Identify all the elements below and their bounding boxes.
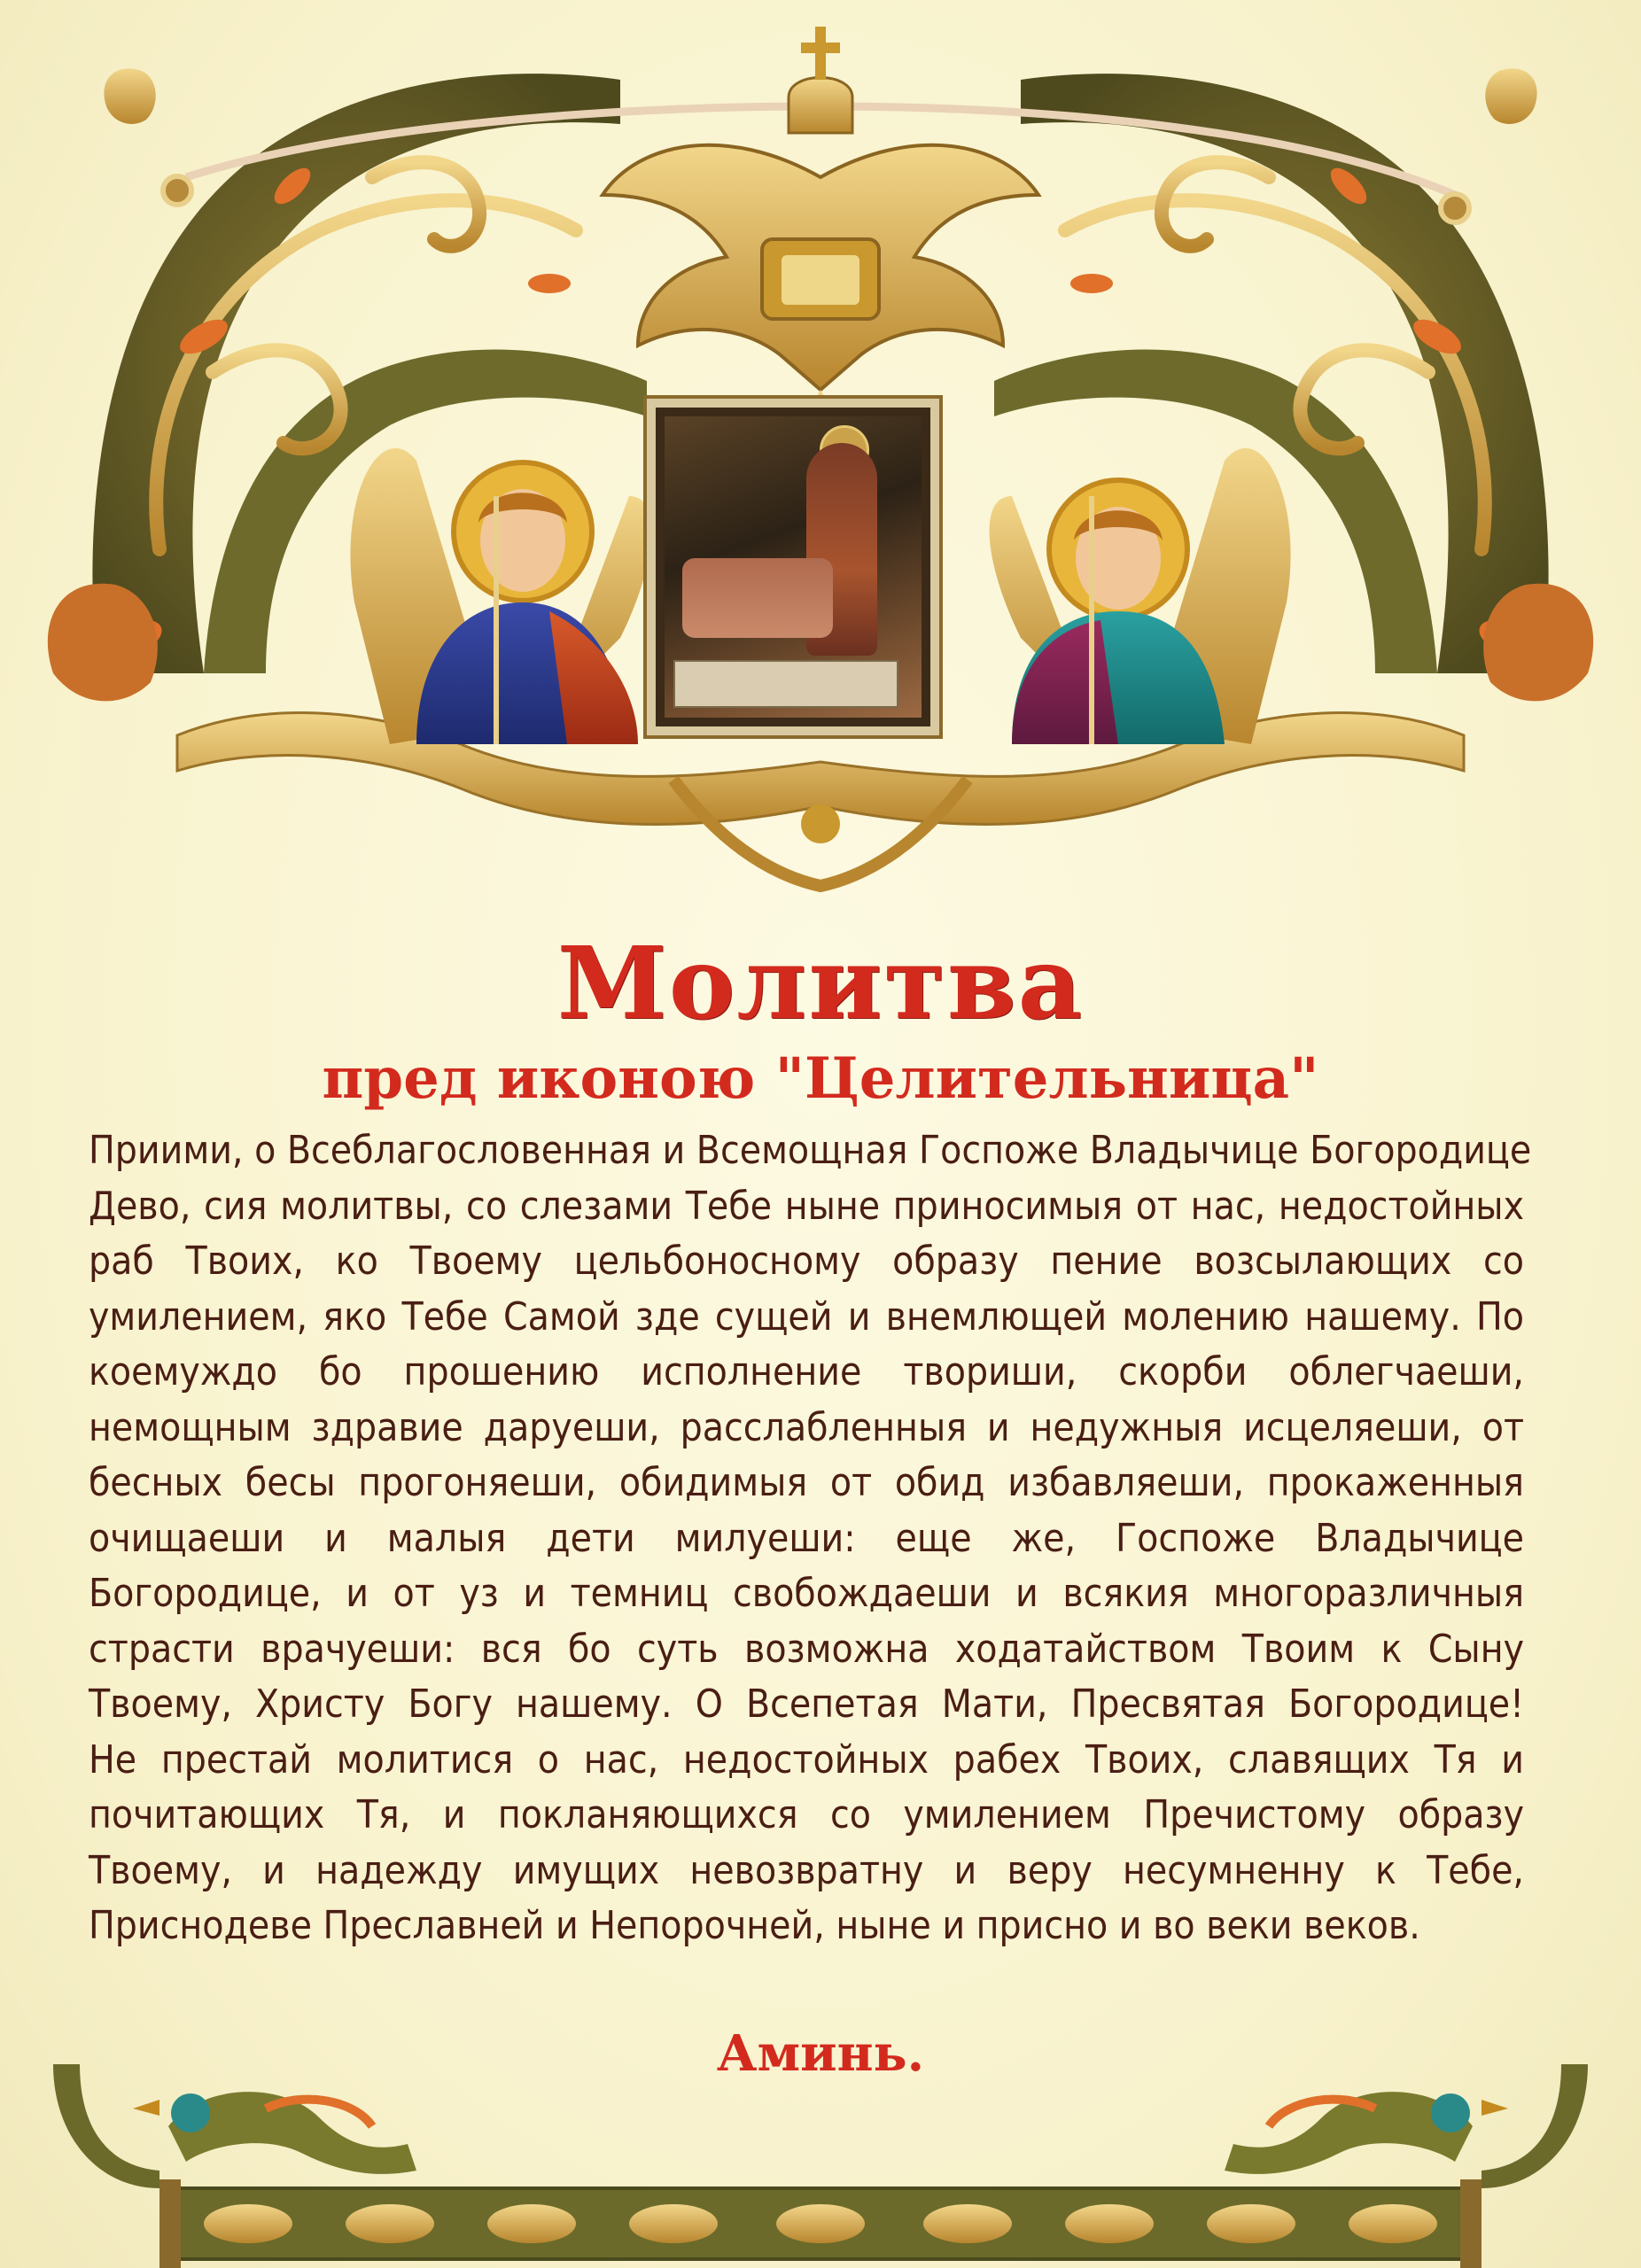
page-subtitle: пред иконою "Целительница" (322, 1045, 1319, 1112)
prayer-line: Не престай молитися о нас, недостойных рабех Твоих, славящих Тя и (89, 1736, 1524, 1783)
prayer-line: Приснодеве Преславней и Непорочней, ныне и присно и во веки веков. (89, 1903, 1420, 1948)
prayer-line: раб Твоих, ко Твоему цельбоносному образу пение возсылающих со (89, 1239, 1524, 1284)
prayer-line: страсти врачуеши: вся бо суть возможна ходатайством Твоим к Сыну (89, 1626, 1524, 1672)
prayer-line: немощным здравие даруеши, расслабленныя и недужныя исцеляеши, от (89, 1404, 1524, 1450)
gold-scroll-band (177, 713, 1464, 886)
prayer-line: Богородице, и от уз и темниц свобождаеши и всякия многоразличныя (89, 1571, 1524, 1616)
prayer-line: Дево, сия молитвы, со слезами Тебе ныне приносимыя от нас, недостойных (89, 1183, 1524, 1229)
prayer-line: умилением, яко Тебе Самой зде сущей и внемлющей молению нашему. По (89, 1293, 1524, 1340)
prayer-text (89, 1123, 1532, 1954)
grommet-left (163, 176, 191, 205)
angel-left-icon (350, 448, 651, 744)
sick-bed (682, 558, 833, 638)
healer-icon-image (647, 399, 939, 735)
angel-right-icon (990, 448, 1291, 744)
prayer-line: бесных бесы прогоняеши, обидимыя от обид избавляеши, прокаженныя (89, 1460, 1524, 1505)
prayer-line: Приими, о Всеблагословенная и Всемощная Госпоже Владычице Богородице (89, 1128, 1532, 1173)
prayer-line: очищаеши и малыя дети милуеши: еще же, Госпоже Владычице (89, 1515, 1524, 1561)
bird-left-icon (53, 2064, 416, 2188)
grommet-right (1441, 194, 1469, 222)
double-headed-eagle-icon (603, 27, 1038, 461)
amen-text: Аминь. (716, 2024, 925, 2083)
bird-right-icon (1225, 2064, 1588, 2188)
prayer-line: Твоему, и надежду имущих невозвратну и веру несумненну к Тебе, (89, 1847, 1524, 1893)
prayer-line: почитающих Тя, и покланяющихся со умилением Пречистому образу (89, 1792, 1524, 1837)
page-title: Молитва (556, 926, 1085, 1042)
icon-caption-plate (673, 660, 898, 708)
prayer-line: Твоему, Христу Богу нашему. О Всепетая Мати, Пресвятая Богородице! (89, 1682, 1524, 1727)
prayer-line: коемуждо бо прошению исполнение твориши, скорби облегчаеши, (89, 1349, 1524, 1394)
scroll-band-footer (159, 2179, 1482, 2268)
